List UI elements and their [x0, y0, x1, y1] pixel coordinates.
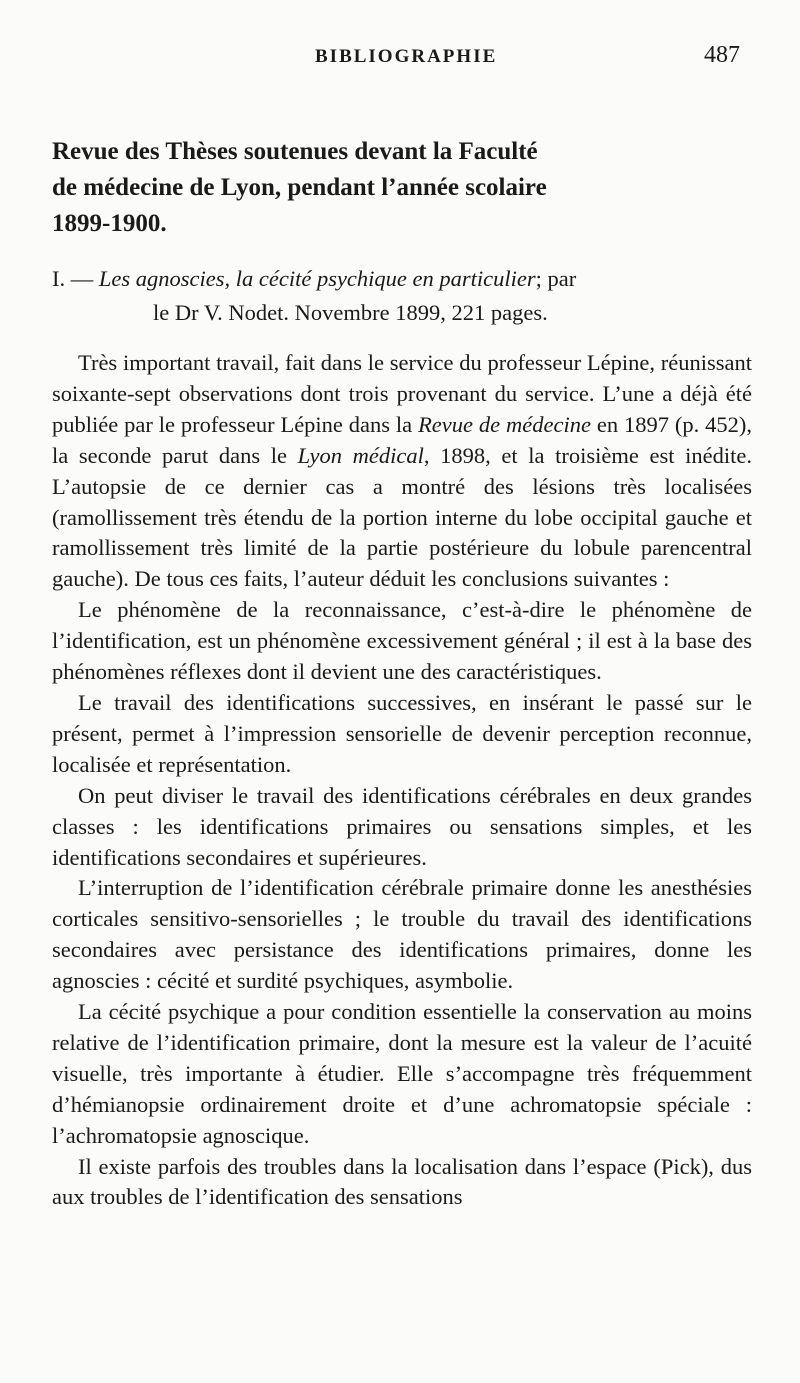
paragraph — [52, 348, 752, 595]
paragraph-text: , 1898, et la troisième est inédite. L’autopsie de ce dernier cas a montré des lésions très localisées (ramollissement très étendu de la portion interne du lobe occipital gauche et ramollissement très limité de la partie postérieure du lobule parencentral gauche). De tous ces faits, l’auteur déduit les conclusions suivantes : — [52, 442, 752, 592]
entry-numeral: I. — — [52, 266, 99, 291]
paragraph — [52, 688, 752, 781]
heading-line-1: Revue des Thèses soutenues devant la Faculté — [52, 138, 538, 165]
entry-title-line — [52, 262, 752, 296]
paragraph-text: La cécité psychique a pour condition essentielle la conservation au moins relative de l’identification primaire, dont la mesure est la valeur de l’acuité visuelle, très importante à étudier. Elle s’accompagne très fréquemment d’hémianopsie ordinairement droite et d’une achromatopsie spéciale : l’achromatopsie agnoscique. — [52, 999, 752, 1148]
paragraph-text: en 1897 (p. 452), la seconde parut dans le — [52, 411, 752, 468]
paragraph — [52, 595, 752, 688]
italic-title: Lyon médical — [297, 442, 424, 468]
paragraph — [52, 781, 752, 874]
paragraph — [52, 997, 752, 1152]
running-header — [0, 42, 800, 74]
paragraph-text: Il existe parfois des troubles dans la localisation dans l’espace (Pick), dus aux troubles de l’identification des sensations — [52, 1153, 752, 1210]
paragraph-text: On peut diviser le travail des identifications cérébrales en deux grandes classes : les identifications primaires ou sensations simples, et les identifications secondaires et supérieures. — [52, 782, 752, 870]
body-text — [52, 348, 752, 1213]
entry-author-line: le Dr V. Nodet. Novembre 1899, 221 pages. — [153, 300, 548, 325]
section-heading — [52, 134, 752, 242]
paragraph-text: Très important travail, fait dans le service du professeur Lépine, réunissant soixante-sept observations dont trois provenant du service. L’une a déjà été publiée par le professeur Lépine dans la — [52, 350, 752, 437]
paragraph-text: L’interruption de l’identification cérébrale primaire donne les anesthésies corticales sensitivo-sensorielles ; le trouble du travail des identifications secondaires avec persistance des identifications primaires, donne les agnoscies : cécité et surdité psychiques, asymbolie. — [52, 875, 752, 994]
entry-title: Les agnoscies, la cécité psychique en particulier — [98, 266, 536, 291]
entry-after-title: ; par — [535, 266, 577, 291]
bibliography-entry — [52, 262, 752, 330]
paragraph — [52, 1152, 752, 1214]
paragraph-text: Le travail des identifications successives, en insérant le passé sur le présent, permet à l’impression sensorielle de devenir perception reconnue, localisée et représentation. — [52, 689, 752, 777]
page-number: 487 — [704, 42, 740, 68]
paragraph-text: Le phénomène de la reconnaissance, c’est-à-dire le phénomène de l’identification, est un phénomène excessivement général ; il est à la base des phénomènes réflexes dont il devient une des caractéristiques. — [52, 597, 752, 685]
heading-line-2: de médecine de Lyon, pendant l’année scolaire — [52, 174, 547, 201]
paragraph — [52, 873, 752, 997]
italic-title: Revue de médecine — [418, 411, 591, 437]
running-title: BIBLIOGRAPHIE — [315, 46, 498, 67]
heading-line-3: 1899-1900. — [52, 210, 167, 237]
